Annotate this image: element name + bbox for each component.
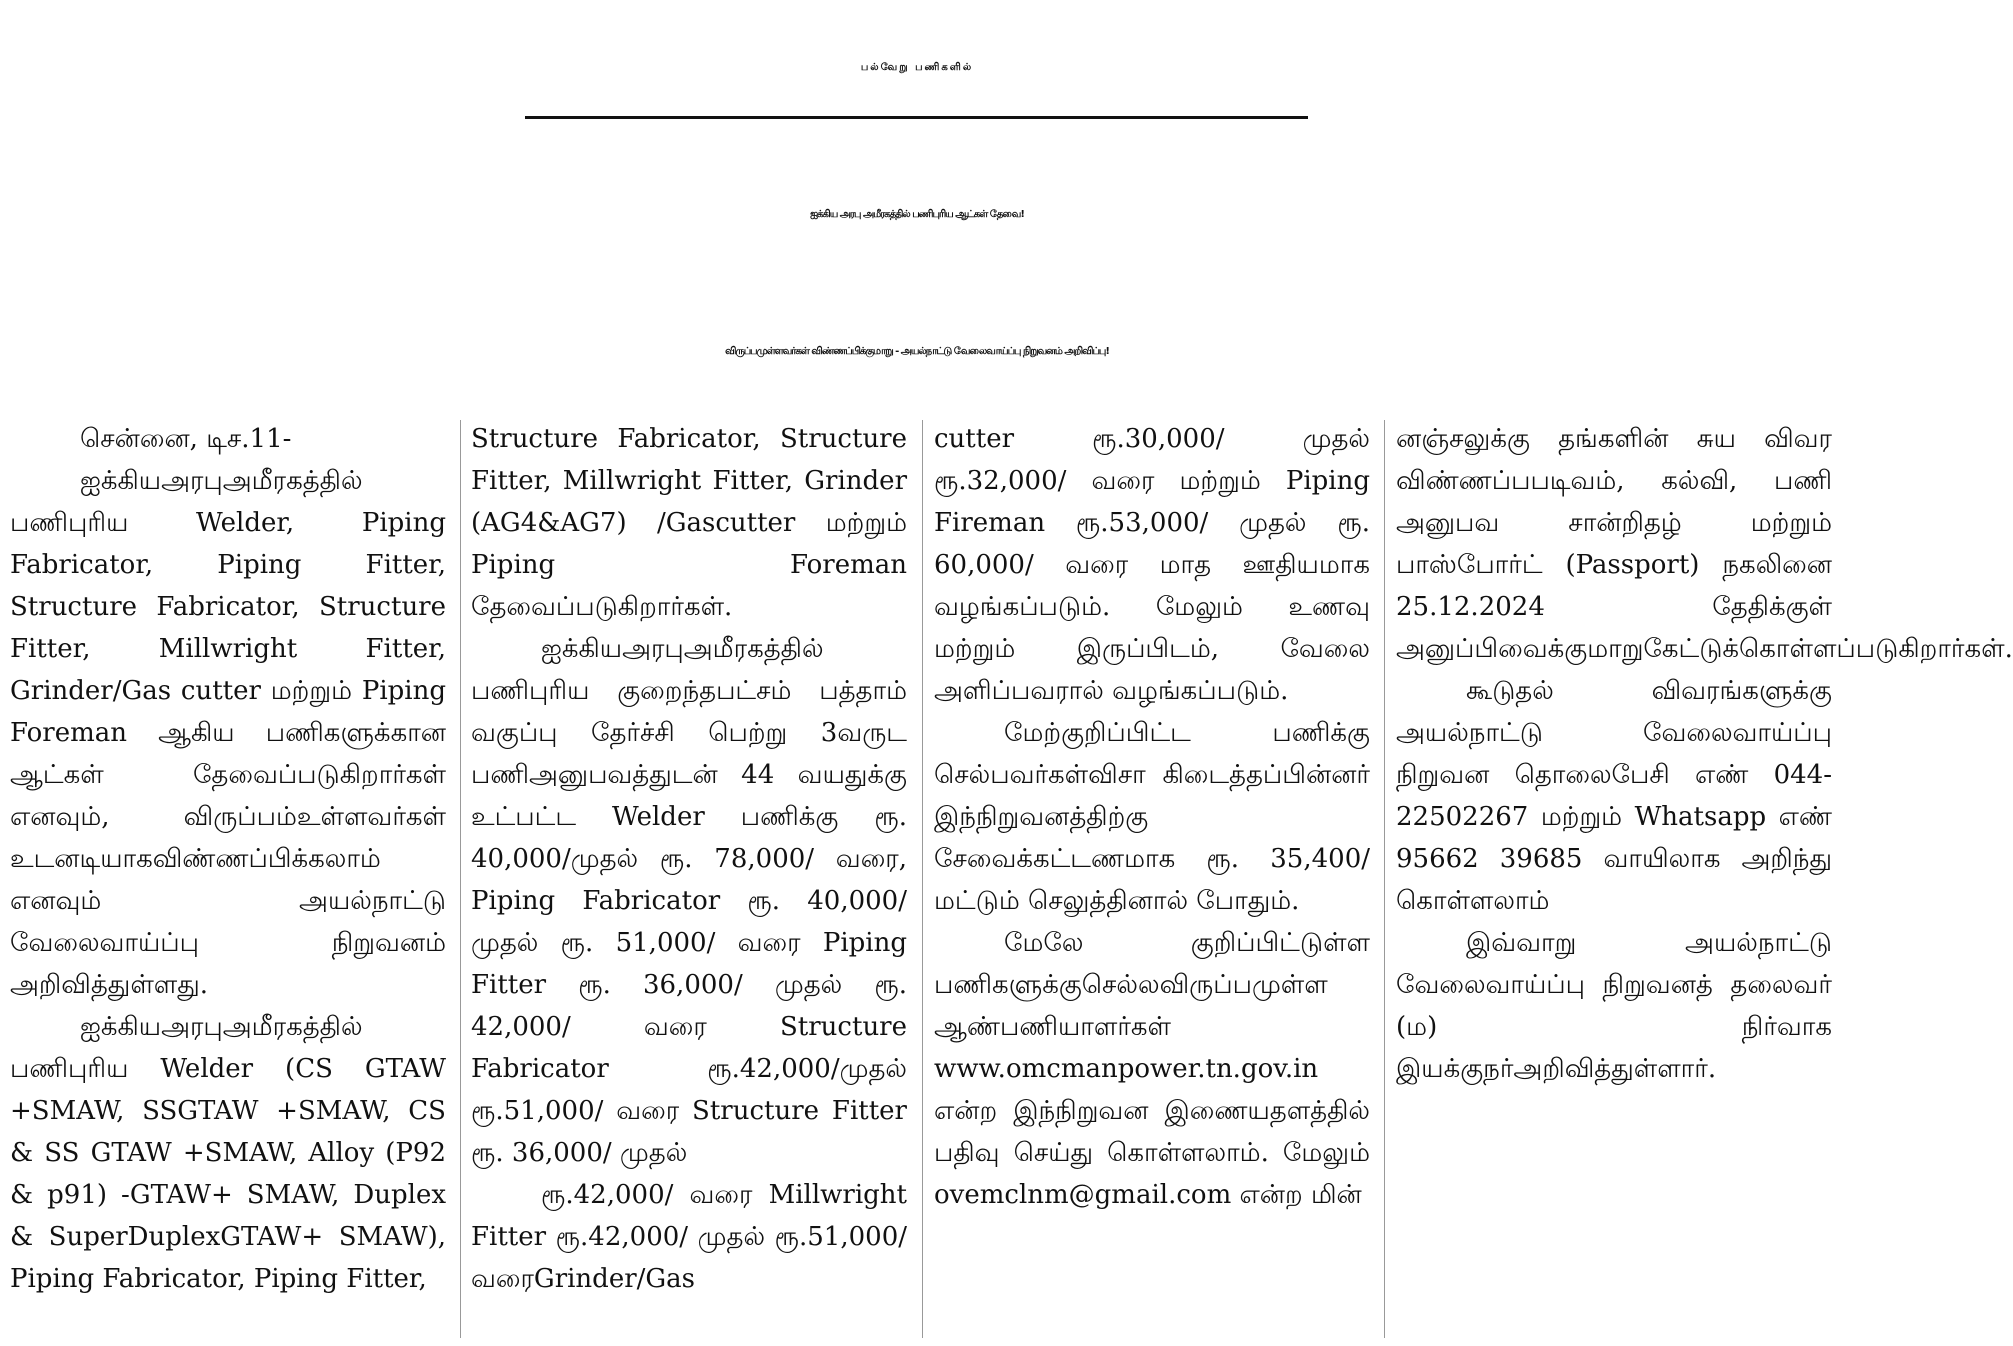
article-paragraph: னஞ்சலுக்கு தங்களின் சுய விவர விண்ணப்பபடிவம், கல்வி, பணி அனுபவ சான்றிதழ் மற்றும் பாஸ்போர்ட் (Passport) நகலினை 25.12.2024 தேதிக்குள் அனுப்பிவைக்குமாறுகேட்டுக்கொள்ளப்படுகிறார்கள். <box>1396 424 2013 664</box>
article-paragraph: கூடுதல் விவரங்களுக்கு அயல்நாட்டு வேலைவாய்ப்பு நிறுவன தொலைபேசி எண் 044-22502267 மற்றும் Whatsapp எண் 95662 39685 வாயிலாக அறிந்து கொள்ளலாம் <box>1396 676 1832 916</box>
article-paragraph: மேலே குறிப்பிட்டுள்ள பணிகளுக்குசெல்லவிருப்பமுள்ள ஆண்பணியாளர்கள் www.omcmanpower.tn.gov.in என்ற இந்நிறுவன இணையதளத்தில் பதிவு செய்து கொள்ளலாம். மேலும் ovemclnm@gmail.com என்ற மின் <box>934 928 1370 1210</box>
column-divider <box>1384 420 1385 1338</box>
article-column-1 <box>10 418 446 1338</box>
column-divider <box>460 420 461 1338</box>
article-paragraph: cutter ரூ.30,000/ முதல் ரூ.32,000/ வரை மற்றும் Piping Fireman ரூ.53,000/ முதல் ரூ. 60,000/ வரை மாத ஊதியமாக வழங்கப்படும். மேலும் உணவு மற்றும் இருப்பிடம், வேலை அளிப்பவரால் வழங்கப்படும். <box>934 424 1370 706</box>
headline: ஐக்கிய அரபு அமீரகத்தில் பணிபுரிய ஆட்கள் தேவை! <box>810 209 1024 220</box>
article-column-4 <box>1396 418 2013 1338</box>
article-paragraph: ரூ.42,000/ வரை Millwright Fitter ரூ.42,000/ முதல் ரூ.51,000/வரைGrinder/Gas <box>471 1180 907 1294</box>
article-paragraph: சென்னை, டிச.11- <box>80 424 292 454</box>
article-paragraph: ஐக்கியஅரபுஅமீரகத்தில் பணிபுரிய Welder (CS GTAW +SMAW, SSGTAW +SMAW, CS & SS GTAW +SMAW, Alloy (P92 & p91) -GTAW+ SMAW, Duplex & SuperDuplexGTAW+ SMAW), Piping Fabricator, Piping Fitter, <box>10 1012 446 1294</box>
article-paragraph: ஐக்கியஅரபுஅமீரகத்தில் பணிபுரிய குறைந்தபட்சம் பத்தாம் வகுப்பு தேர்ச்சி பெற்று 3வருட பணிஅனுபவத்துடன் 44 வயதுக்கு உட்பட்ட Welder பணிக்கு ரூ. 40,000/முதல் ரூ. 78,000/ வரை, Piping Fabricator ரூ. 40,000/ முதல் ரூ. 51,000/ வரை Piping Fitter ரூ. 36,000/ முதல் ரூ. 42,000/ வரை Structure Fabricator ரூ.42,000/முதல் ரூ.51,000/ வரை Structure Fitter ரூ. 36,000/ முதல் <box>471 634 907 1168</box>
kicker: பல்வேறு பணிகளில் <box>860 62 974 73</box>
article-paragraph: மேற்குறிப்பிட்ட பணிக்கு செல்பவர்கள்விசா கிடைத்தப்பின்னர் இந்நிறுவனத்திற்கு சேவைக்கட்டணமாக ரூ. 35,400/ மட்டும் செலுத்தினால் போதும். <box>934 718 1370 916</box>
kicker-underline <box>525 116 1308 119</box>
article-column-3 <box>934 418 1370 1338</box>
subheadline: விருப்பமுள்ளவர்கள் விண்ணப்பிக்குமாறு - அயல்நாட்டு வேலைவாய்ப்பு நிறுவனம் அறிவிப்பு! <box>725 346 1109 357</box>
article-column-2 <box>471 418 907 1338</box>
column-divider <box>922 420 923 1338</box>
article-paragraph: இவ்வாறு அயல்நாட்டு வேலைவாய்ப்பு நிறுவனத் தலைவர் (ம) நிர்வாக இயக்குநர்அறிவித்துள்ளார். <box>1396 928 1832 1084</box>
article-paragraph: ஐக்கியஅரபுஅமீரகத்தில் பணிபுரிய Welder, Piping Fabricator, Piping Fitter, Structure Fabricator, Structure Fitter, Millwright Fitter, Grinder/Gas cutter மற்றும் Piping Foreman ஆகிய பணிகளுக்கான ஆட்கள் தேவைப்படுகிறார்கள் எனவும், விருப்பம்உள்ளவர்கள் உடனடியாகவிண்ணப்பிக்கலாம் எனவும் அயல்நாட்டு வேலைவாய்ப்பு நிறுவனம் அறிவித்துள்ளது. <box>10 466 446 1000</box>
article-paragraph: Structure Fabricator, Structure Fitter, Millwright Fitter, Grinder (AG4&AG7) /Gascutter மற்றும் Piping Foreman தேவைப்படுகிறார்கள். <box>471 424 907 622</box>
